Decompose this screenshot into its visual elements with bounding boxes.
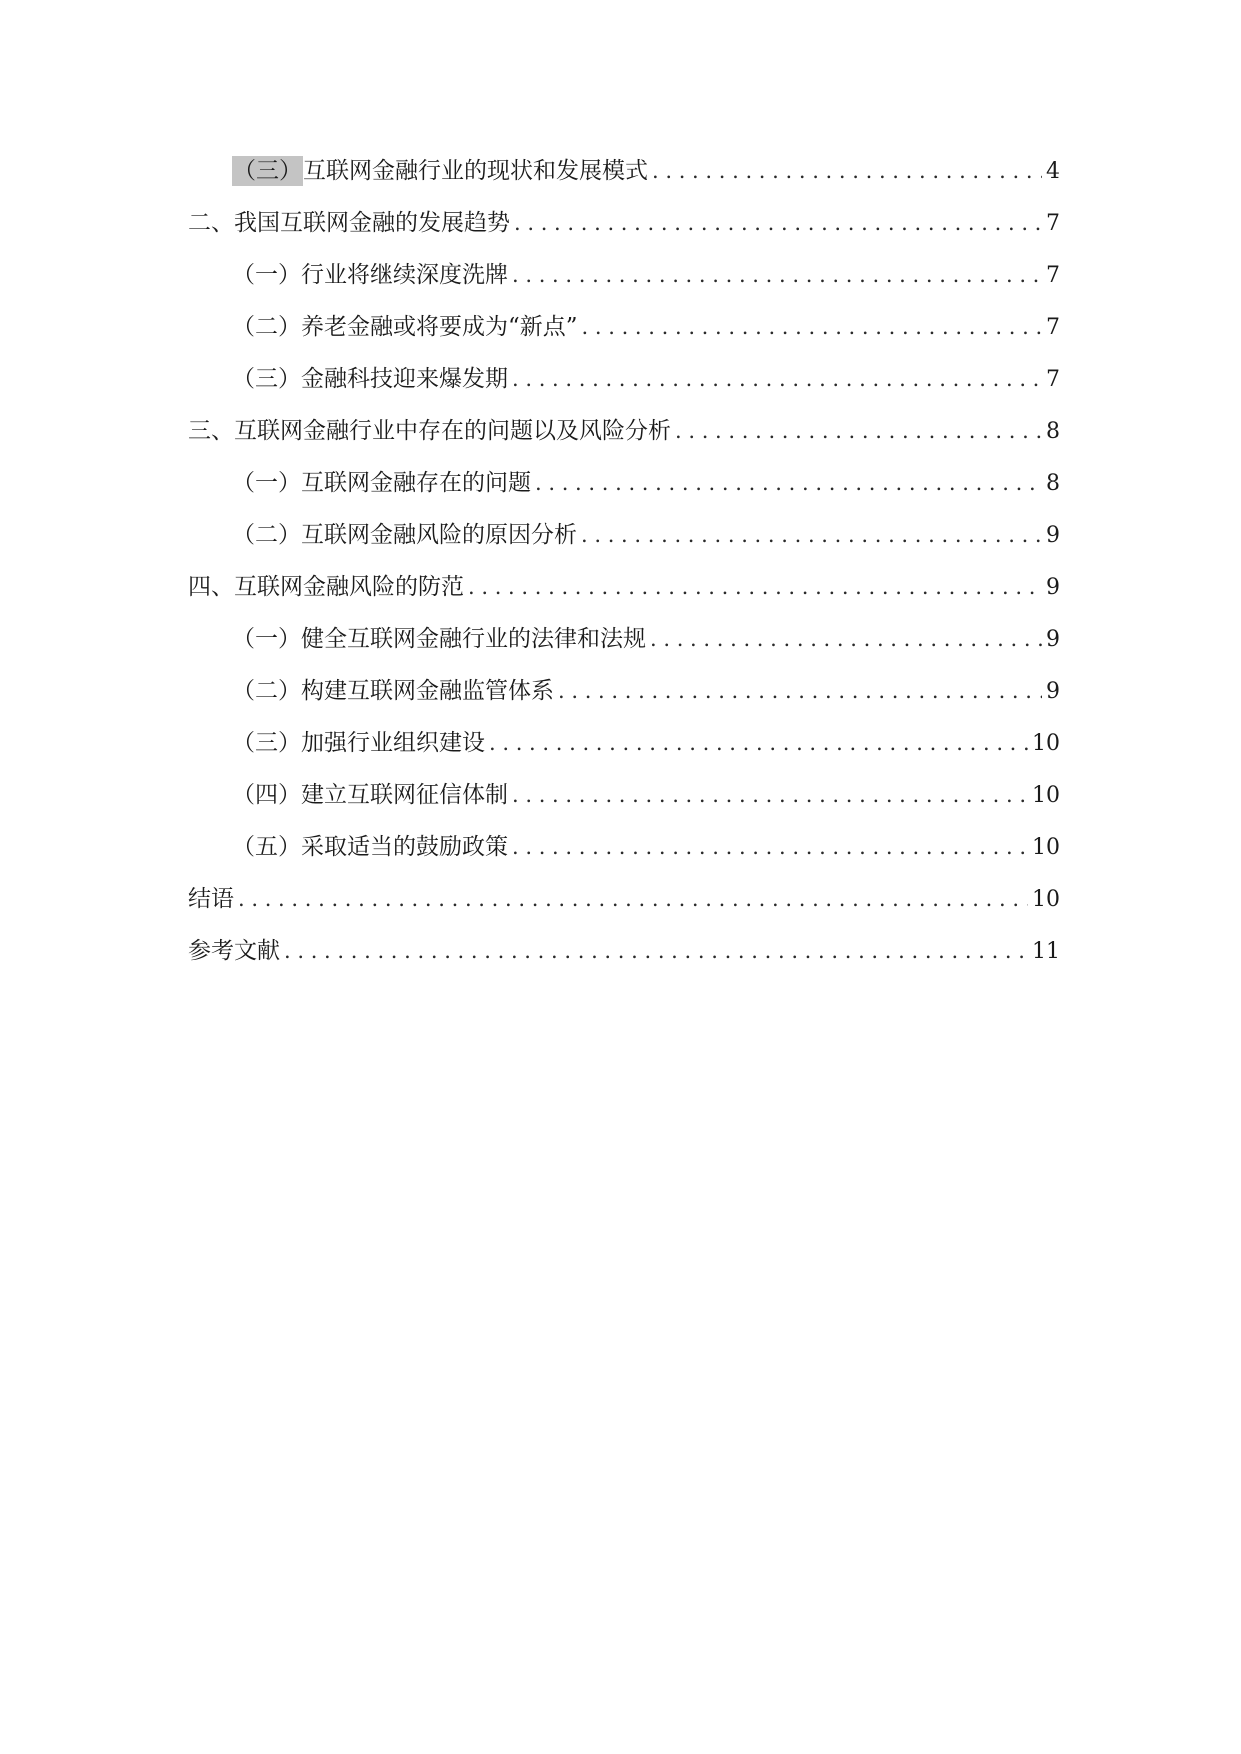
toc-entry-page-number: 9 [1046,575,1060,600]
toc-dot-leader [675,405,1042,457]
toc-entry[interactable] [188,925,1060,977]
toc-entry-number: （三） [233,158,302,184]
toc-dot-leader [558,665,1042,717]
toc-entry-number: 二、 [188,210,234,236]
toc-entry-title: 行业将继续深度洗牌 [301,262,508,288]
toc-entry-title: 我国互联网金融的发展趋势 [234,210,510,236]
toc-dot-leader [468,561,1042,613]
toc-dot-leader [238,873,1028,925]
toc-entry[interactable] [188,717,1060,769]
toc-entry-page-number: 10 [1032,731,1060,756]
toc-entry-page-number: 10 [1032,783,1060,808]
toc-entry[interactable] [188,509,1060,561]
toc-entry[interactable] [188,561,1060,613]
toc-entry-number: （二） [232,678,301,704]
toc-entry-number: 四、 [188,574,234,600]
toc-entry-title: 金融科技迎来爆发期 [301,366,508,392]
toc-dot-leader [582,301,1042,353]
toc-entry-title: 结语 [188,886,234,912]
toc-entry-number: （二） [232,522,301,548]
toc-entry-page-number: 8 [1046,419,1060,444]
toc-entry-page-number: 11 [1032,939,1060,964]
toc-entry-title: 参考文献 [188,938,280,964]
toc-entry-title: 加强行业组织建设 [301,730,485,756]
toc-entry[interactable] [188,197,1060,249]
toc-entry[interactable] [188,769,1060,821]
toc-dot-leader [514,197,1042,249]
toc-dot-leader [650,613,1042,665]
toc-entry[interactable] [188,145,1060,197]
toc-entry-number: （四） [232,782,301,808]
toc-entry-page-number: 9 [1046,523,1060,548]
toc-entry-number: （一） [232,470,301,496]
toc-dot-leader [535,457,1042,509]
toc-entry-number: （三） [232,730,301,756]
toc-entry[interactable] [188,301,1060,353]
toc-entry-title: 互联网金融行业中存在的问题以及风险分析 [234,418,671,444]
toc-entry[interactable] [188,353,1060,405]
toc-dot-leader [512,769,1028,821]
toc-entry-page-number: 7 [1046,367,1060,392]
toc-entry[interactable] [188,249,1060,301]
toc-entry-title: 互联网金融风险的防范 [234,574,464,600]
toc-dot-leader [512,249,1042,301]
toc-entry-number: （五） [232,834,301,860]
toc-entry-title: 健全互联网金融行业的法律和法规 [301,626,646,652]
toc-dot-leader [489,717,1028,769]
toc-entry-title: 采取适当的鼓励政策 [301,834,508,860]
toc-entry[interactable] [188,613,1060,665]
toc-entry-title: 建立互联网征信体制 [301,782,508,808]
toc-dot-leader [512,821,1028,873]
toc-entry[interactable] [188,405,1060,457]
toc-entry-title: 互联网金融存在的问题 [301,470,531,496]
toc-entry-title: 构建互联网金融监管体系 [301,678,554,704]
toc-entry-page-number: 10 [1032,887,1060,912]
toc-dot-leader [512,353,1042,405]
toc-entry-title: 养老金融或将要成为“新点” [301,314,578,340]
toc-entry-page-number: 9 [1046,679,1060,704]
toc-entry-number: （一） [232,626,301,652]
toc-dot-leader [581,509,1042,561]
toc-entry[interactable] [188,821,1060,873]
toc-entry-page-number: 7 [1046,263,1060,288]
toc-dot-leader [652,145,1042,197]
toc-entry-title: 互联网金融行业的现状和发展模式 [303,158,648,184]
toc-entry-number: （二） [232,314,301,340]
toc-entry-title: 互联网金融风险的原因分析 [301,522,577,548]
toc-entry-page-number: 4 [1046,159,1060,184]
toc-dot-leader [284,925,1028,977]
toc-entry-page-number: 10 [1032,835,1060,860]
toc-entry-number: 三、 [188,418,234,444]
toc-entry[interactable] [188,873,1060,925]
toc-entry[interactable] [188,457,1060,509]
toc-entry[interactable] [188,665,1060,717]
toc-entry-page-number: 9 [1046,627,1060,652]
toc-entry-page-number: 7 [1046,211,1060,236]
toc-entry-number: （一） [232,262,301,288]
toc-entry-page-number: 8 [1046,471,1060,496]
toc-entry-page-number: 7 [1046,315,1060,340]
table-of-contents [188,145,1060,977]
toc-entry-number: （三） [232,366,301,392]
